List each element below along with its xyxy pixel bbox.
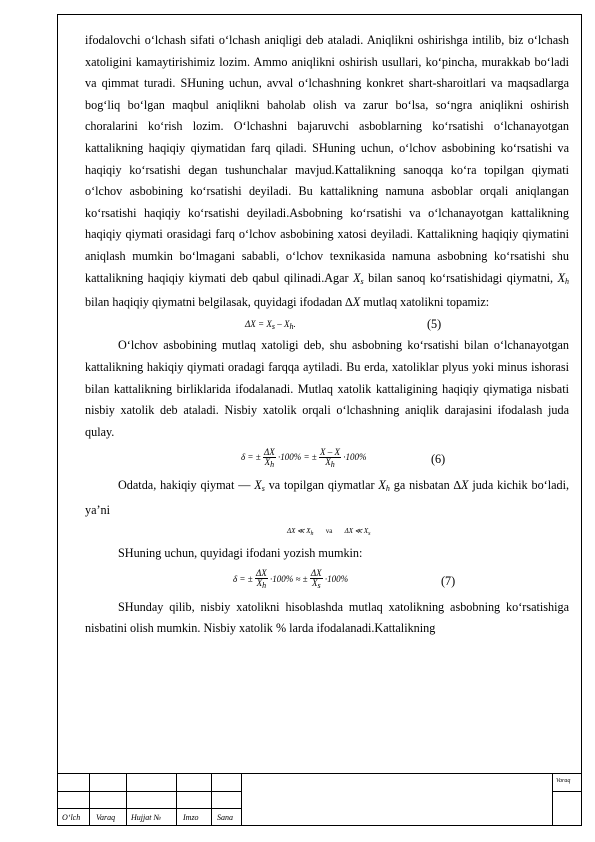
- equation-7-number: (7): [441, 573, 456, 588]
- equation-6: [85, 443, 569, 475]
- stamp-col-hujjat: Hujjat №: [131, 813, 161, 822]
- paragraph-2: O‘lchov asbobining mutlaq xatoligi deb, shu asbobning ko‘rsatishi bilan o‘lchanayotgan kattalikning hakiqiy qiymati oradagi farqqa aytiladi. Bu erda, xatoliklar plyus yoki minus ishorasi bilan kattalikning birliklarida ifodalanadi. Mutlaq xatolik kattaligining haqiqiy qiymatiga nisbati nisbiy xatolik deb ataladi. Nisbiy xatolik orqali o‘lchashning aniqlik darajasini ifodalash juda qulay.: [85, 338, 569, 439]
- paragraph-1-end2: mutlaq xatolikni topamiz:: [363, 295, 490, 310]
- equation-5-number: (5): [427, 316, 442, 331]
- paragraph-3: Odatda, hakiqiy qiymat — $X_s$ va topilgan qiymatlar $X_h$ ga nisbatan ∆X juda kichik bo‘ladi, ya’ni: [85, 478, 570, 517]
- stamp-col-olch: O‘lch: [62, 813, 81, 822]
- paragraph-4: SHuning uchun, quyidagi ifodani yozish mumkin:: [118, 546, 363, 561]
- inequality-condition: [85, 521, 569, 543]
- paragraph-5: SHunday qilib, nisbiy xatolikni hisoblashda mutlaq xatolikning asbobning ko‘rsatishiga nisbatini olish mumkin. Nisbiy xatolik % larda ifodalanadi.Kattalikning: [85, 599, 569, 636]
- title-block: [57, 773, 582, 826]
- symbol-delta-x: ∆X: [345, 295, 361, 310]
- condition-formula: ΔX ≪ Xh va ΔX ≪ Xs: [287, 527, 371, 538]
- stamp-col-varaq: Varaq: [96, 813, 116, 822]
- equation-5: [85, 314, 569, 336]
- equation-7-formula: δ = ± $\frac{\Delta X}{Xh}$ ·100% ≈ ± $\frac{\Delta X}{Xs}$ ·100%: [233, 568, 349, 591]
- stamp-sheet-label: Varaq: [556, 778, 571, 784]
- equation-6-formula: δ = ± $\frac{\Delta X}{Xh}$ ·100% = ± $\frac{X - X}{Xh}$ ·100%: [241, 446, 367, 469]
- equation-6-number: (6): [431, 452, 446, 467]
- paragraph-1-text: ifodalovchi o‘lchash sifati o‘lchash aniqligi deb ataladi. Aniqlikni oshirishga intilib, biz o‘lchash xatoligini kamaytirishimiz lozim. Ammo aniqlikni oshirish usullari, ko‘pincha, murakkab bo‘ladi va qimmat turadi. SHuning uchun, avval o‘lchashning konkret shart-sharoitlari va maqsadlarga bog‘liq bo‘lgan maqbul aniqlikni baholab olish va zarur bo‘lsa, so‘ngra aniqlikni oshirish choralarini ko‘rish lozim. O‘lchashni bajaruvchi asboblarning ko‘rsatishi o‘lchanayotgan kattalikning haqiqiy qiymatidan farq qiladi. SHuning uchun, o‘lchov asbobining ko‘rsatishi va haqiqiy ko‘rsatishi degan tushunchalar mavjud.Kattalikning sanoqqa ko‘ra topilgan qiymati o‘lchov asbobining ko‘rsatishi deyiladi. Bu kattalikning namuna asboblar orqali aniqlangan ko‘rsatishi haqiqiy ko‘rsatishi deyiladi.Asbobning ko‘rsatishi va o‘lchanayotgan kattalikning haqiqiy qiymati orasidagi farq o‘lchov asbobining xatosi deyiladi. Kattalikning haqiqiy qiymatini aniqlash mumkin bo‘lmagani sababli, o‘lchov texnikasida namuna asbobning ko‘rsatishi shu kattalikning haqiqiy kiymati deb qabul qilinadi.Agar: [85, 33, 569, 285]
- document-body: [85, 30, 569, 640]
- paragraph-1: [85, 30, 569, 314]
- symbol-xh: $X_h$: [557, 270, 570, 286]
- equation-7: [85, 565, 569, 597]
- stamp-col-sana: Sana: [217, 813, 233, 822]
- paragraph-1-mid: bilan sanoq ko‘rsatishidagi qiymatni,: [368, 270, 554, 285]
- symbol-xs: $X_s$: [353, 270, 364, 286]
- paragraph-1-end: bilan haqiqiy qiymatni belgilasak, quyidagi ifodadan: [85, 295, 343, 310]
- equation-5-formula: ΔX = Xs – Xh.: [245, 318, 296, 331]
- stamp-col-imzo: Imzo: [183, 813, 199, 822]
